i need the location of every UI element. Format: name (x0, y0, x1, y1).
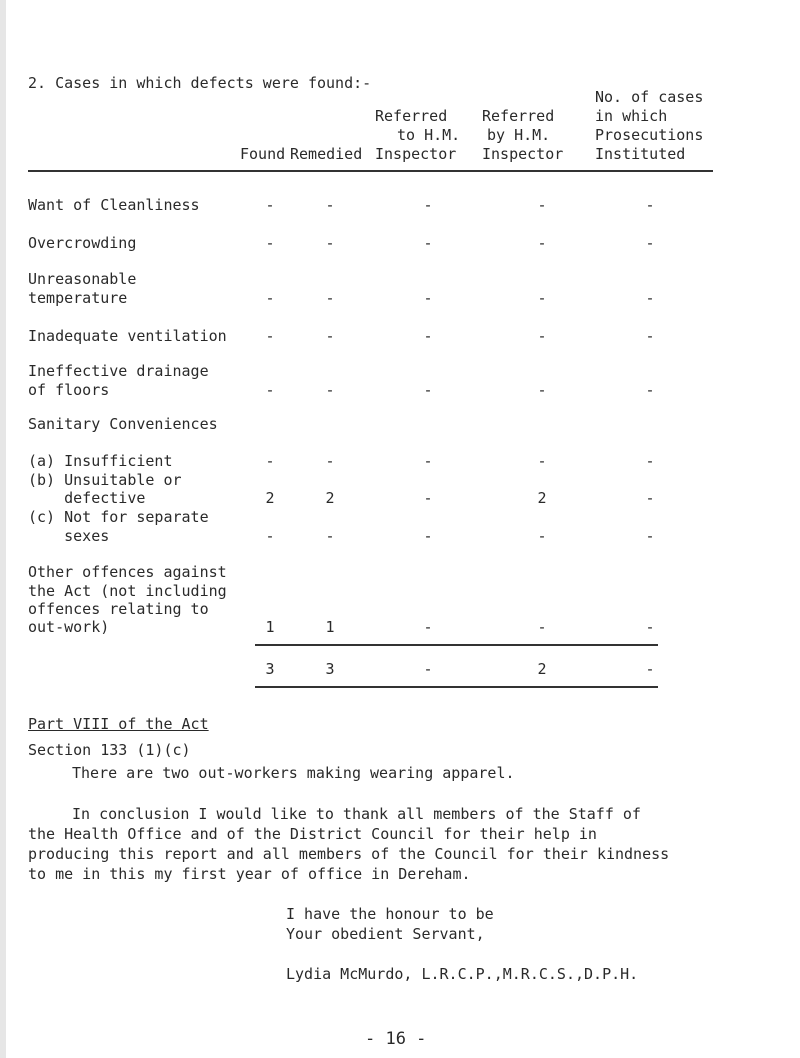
row-label: the Act (not including (28, 582, 227, 600)
col-referred-by-2: by H.M. (487, 126, 551, 144)
cell-found: - (265, 452, 275, 470)
row-label: (b) Unsuitable or (28, 471, 182, 489)
cell-prosecutions: - (645, 196, 655, 214)
conclusion-line: producing this report and all members of the Council for their kindness (28, 845, 670, 863)
cell-found: - (265, 289, 275, 307)
cell-found: - (265, 196, 275, 214)
header-rule (28, 170, 713, 172)
closing-line: Your obedient Servant, (286, 925, 485, 943)
col-referred-to-2: to H.M. (397, 126, 461, 144)
cell-found: - (265, 327, 275, 345)
col-prosecutions-3: Prosecutions (595, 126, 704, 144)
cell-found: 1 (265, 618, 275, 636)
col-found: Found (240, 145, 286, 163)
total-referred-by: 2 (537, 660, 547, 678)
total-found: 3 (265, 660, 275, 678)
totals-bottom-rule (255, 686, 658, 688)
cell-referred-to: - (423, 381, 433, 399)
cell-referred-to: - (423, 289, 433, 307)
cell-prosecutions: - (645, 618, 655, 636)
col-referred-by-3: Inspector (482, 145, 564, 163)
cell-prosecutions: - (645, 527, 655, 545)
cell-remedied: - (325, 234, 335, 252)
section-ref: Section 133 (1)(c) (28, 741, 191, 759)
col-referred-to-3: Inspector (375, 145, 457, 163)
row-label: sexes (28, 527, 110, 545)
cell-prosecutions: - (645, 289, 655, 307)
col-prosecutions-1: No. of cases (595, 88, 704, 106)
cell-referred-by: - (537, 234, 547, 252)
cell-referred-by: - (537, 381, 547, 399)
cell-referred-to: - (423, 618, 433, 636)
closing-line: I have the honour to be (286, 905, 494, 923)
total-referred-to: - (423, 660, 433, 678)
cell-remedied: - (325, 381, 335, 399)
cell-referred-by: 2 (537, 489, 547, 507)
col-prosecutions-4: Instituted (595, 145, 686, 163)
conclusion-line: to me in this my first year of office in Dereham. (28, 865, 471, 883)
row-label: Overcrowding (28, 234, 137, 252)
cell-prosecutions: - (645, 452, 655, 470)
row-label: Want of Cleanliness (28, 196, 200, 214)
cell-referred-by: - (537, 327, 547, 345)
cell-referred-to: - (423, 489, 433, 507)
cell-referred-by: - (537, 618, 547, 636)
row-label: defective (28, 489, 146, 507)
cell-found: - (265, 527, 275, 545)
row-label: temperature (28, 289, 128, 307)
col-remedied: Remedied (290, 145, 363, 163)
cell-remedied: - (325, 327, 335, 345)
outworkers-text: There are two out-workers making wearing apparel. (72, 764, 515, 782)
row-label: Unreasonable (28, 270, 137, 288)
conclusion-line: the Health Office and of the District Council for their help in (28, 825, 597, 843)
total-prosecutions: - (645, 660, 655, 678)
row-label: (a) Insufficient (28, 452, 173, 470)
cell-found: 2 (265, 489, 275, 507)
cell-remedied: - (325, 527, 335, 545)
cell-referred-to: - (423, 234, 433, 252)
cell-remedied: 1 (325, 618, 335, 636)
cell-prosecutions: - (645, 381, 655, 399)
col-prosecutions-2: in which (595, 107, 668, 125)
row-label: Ineffective drainage (28, 362, 209, 380)
cell-referred-to: - (423, 527, 433, 545)
cell-remedied: - (325, 196, 335, 214)
cell-prosecutions: - (645, 234, 655, 252)
cell-prosecutions: - (645, 327, 655, 345)
cell-referred-to: - (423, 452, 433, 470)
cell-referred-by: - (537, 196, 547, 214)
row-label-subheading: Sanitary Conveniences (28, 415, 218, 433)
cell-found: - (265, 381, 275, 399)
total-remedied: 3 (325, 660, 335, 678)
cell-referred-by: - (537, 527, 547, 545)
signature: Lydia McMurdo, L.R.C.P.,M.R.C.S.,D.P.H. (286, 965, 639, 983)
page-number: - 16 - (365, 1029, 427, 1049)
cell-referred-to: - (423, 327, 433, 345)
conclusion-line: In conclusion I would like to thank all members of the Staff of (72, 805, 641, 823)
col-referred-by-1: Referred (482, 107, 555, 125)
row-label: Inadequate ventilation (28, 327, 227, 345)
row-label: (c) Not for separate (28, 508, 209, 526)
cell-remedied: 2 (325, 489, 335, 507)
col-referred-to-1: Referred (375, 107, 448, 125)
part-title: Part VIII of the Act (28, 715, 209, 733)
page-edge-shadow (0, 0, 6, 1058)
cell-found: - (265, 234, 275, 252)
cell-prosecutions: - (645, 489, 655, 507)
section-heading: 2. Cases in which defects were found:- (28, 74, 372, 92)
cell-referred-by: - (537, 452, 547, 470)
cell-remedied: - (325, 452, 335, 470)
cell-referred-by: - (537, 289, 547, 307)
cell-remedied: - (325, 289, 335, 307)
totals-top-rule (255, 644, 658, 646)
row-label: out-work) (28, 618, 110, 636)
row-label: Other offences against (28, 563, 227, 581)
cell-referred-to: - (423, 196, 433, 214)
row-label: of floors (28, 381, 110, 399)
row-label: offences relating to (28, 600, 209, 618)
